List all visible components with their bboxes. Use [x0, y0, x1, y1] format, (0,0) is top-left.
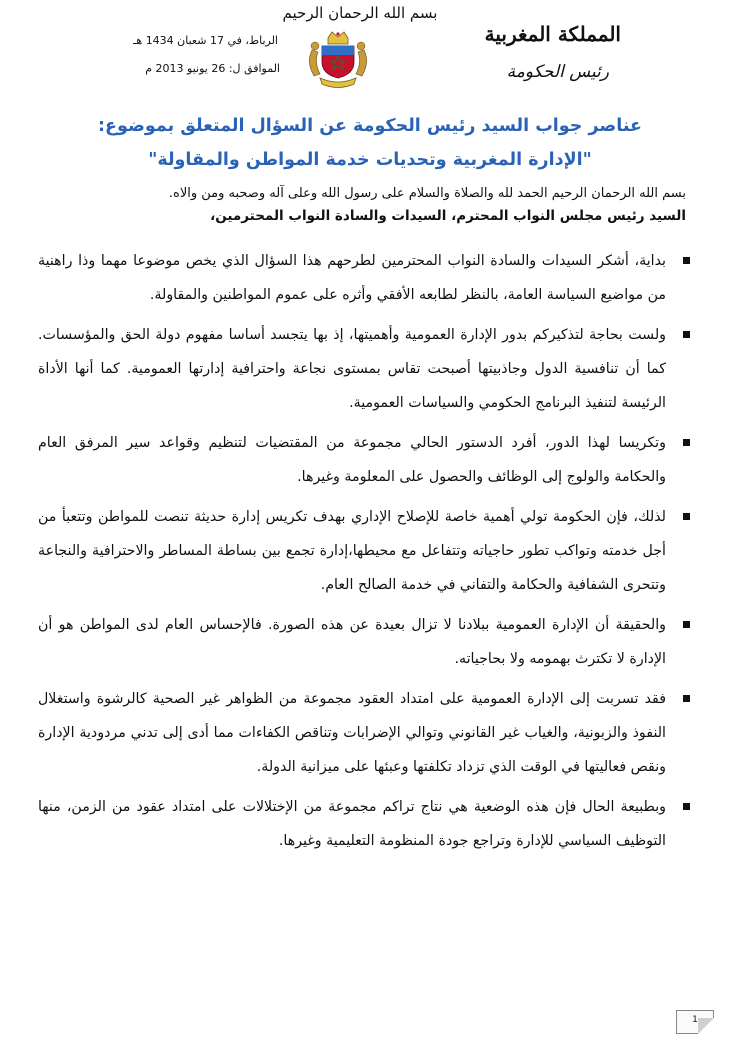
- intro-basmala: بسم الله الرحمان الرحيم الحمد لله والصلاة والسلام على رسول الله وعلى آله وصحبه ومن والاه.: [168, 186, 686, 201]
- paragraph-text: وبطبيعة الحال فإن هذه الوضعية هي نتاج تراكم مجموعة من الإختلالات على امتداد عقود من الزمن، منها التوظيف السياسي للإدارة وتراجع جودة المنظومة التعليمية وغيرها.: [38, 799, 666, 849]
- coat-of-arms-emblem: [300, 28, 376, 92]
- header-basmala: بسم الله الرحمان الرحيم: [282, 4, 438, 22]
- square-bullet-icon: [683, 257, 690, 264]
- square-bullet-icon: [683, 439, 690, 446]
- paragraph-list: [38, 244, 690, 864]
- paragraph-text: فقد تسربت إلى الإدارة العمومية على امتداد العقود مجموعة من الظواهر غير الصحية كالرشوة واستغلال النفوذ والزبونية، والغياب غير القانوني وتوالي الإضرابات وتناقص الكفاءات مما أدى إلى تدني مردودية الإدارة ونقص فعاليتها في الوقت الذي تزداد تكلفتها وعبئها على ميزانية الدولة.: [38, 691, 666, 775]
- page-number: 1: [676, 1010, 714, 1034]
- kingdom-label: المملكة المغربية: [484, 22, 621, 46]
- paragraph-text: بداية، أشكر السيدات والسادة النواب المحترمين لطرحهم هذا السؤال الذي يخص موضوعا مهما وذا راهنية من مواضيع السياسة العامة، بالنظر لطابعه الأفقي وأثره على عموم المواطنين والمقاولة.: [38, 253, 666, 303]
- paragraph-item: [38, 500, 690, 602]
- paragraph-item: [38, 790, 690, 858]
- paragraph-text: وتكريسا لهذا الدور، أفرد الدستور الحالي مجموعة من المقتضيات لتنظيم وقواعد سير المرفق العام والحكامة والولوج إلى الوظائف والحصول على المعلومة وغيرها.: [38, 435, 666, 485]
- document-title-line-2: "الإدارة المغربية وتحديات خدمة المواطن والمقاولة": [148, 150, 592, 170]
- square-bullet-icon: [683, 803, 690, 810]
- paragraph-item: [38, 682, 690, 784]
- paragraph-item: [38, 426, 690, 494]
- date-hijri: الرباط، في 17 شعبان 1434 هـ: [133, 34, 278, 47]
- salutation: السيد رئيس مجلس النواب المحترم، السيدات والسادة النواب المحترمين،: [210, 208, 686, 224]
- paragraph-item: [38, 244, 690, 312]
- square-bullet-icon: [683, 695, 690, 702]
- paragraph-text: ولست بحاجة لتذكيركم بدور الإدارة العمومية وأهميتها، إذ بها يتجسد أساسا مفهوم دولة الحق والمؤسسات. كما أن تنافسية الدول وجاذبيتها أصبحت تقاس بمستوى نجاعة واحترافية إدارتها العمومية. كما أنها الأداة الرئيسة لتنفيذ البرنامج الحكومي والسياسات العمومية.: [38, 327, 666, 411]
- square-bullet-icon: [683, 621, 690, 628]
- paragraph-item: [38, 318, 690, 420]
- paragraph-item: [38, 608, 690, 676]
- paragraph-text: لذلك، فإن الحكومة تولي أهمية خاصة للإصلاح الإداري بهدف تكريس إدارة حديثة تنصت للمواطن وتتعبأ من أجل خدمته وتواكب تطور حاجياته وتتفاعل مع محيطها،إدارة تجمع بين بساطة المساطر والاحترافية والنجاعة وتتحرى الشفافية والحكامة والتفاني في خدمة الصالح العام.: [38, 509, 666, 593]
- document-title-line-1: عناصر جواب السيد رئيس الحكومة عن السؤال المتعلق بموضوع:: [98, 116, 642, 136]
- paragraph-text: والحقيقة أن الإدارة العمومية ببلادنا لا تزال بعيدة عن هذه الصورة. فالإحساس العام لدى المواطن هو أن الإدارة لا تكترث بهمومه ولا بحاجياته.: [38, 617, 666, 667]
- date-gregorian: الموافق ل: 26 يونيو 2013 م: [145, 62, 280, 75]
- square-bullet-icon: [683, 331, 690, 338]
- square-bullet-icon: [683, 513, 690, 520]
- head-of-government-label: رئيس الحكومة: [506, 62, 609, 82]
